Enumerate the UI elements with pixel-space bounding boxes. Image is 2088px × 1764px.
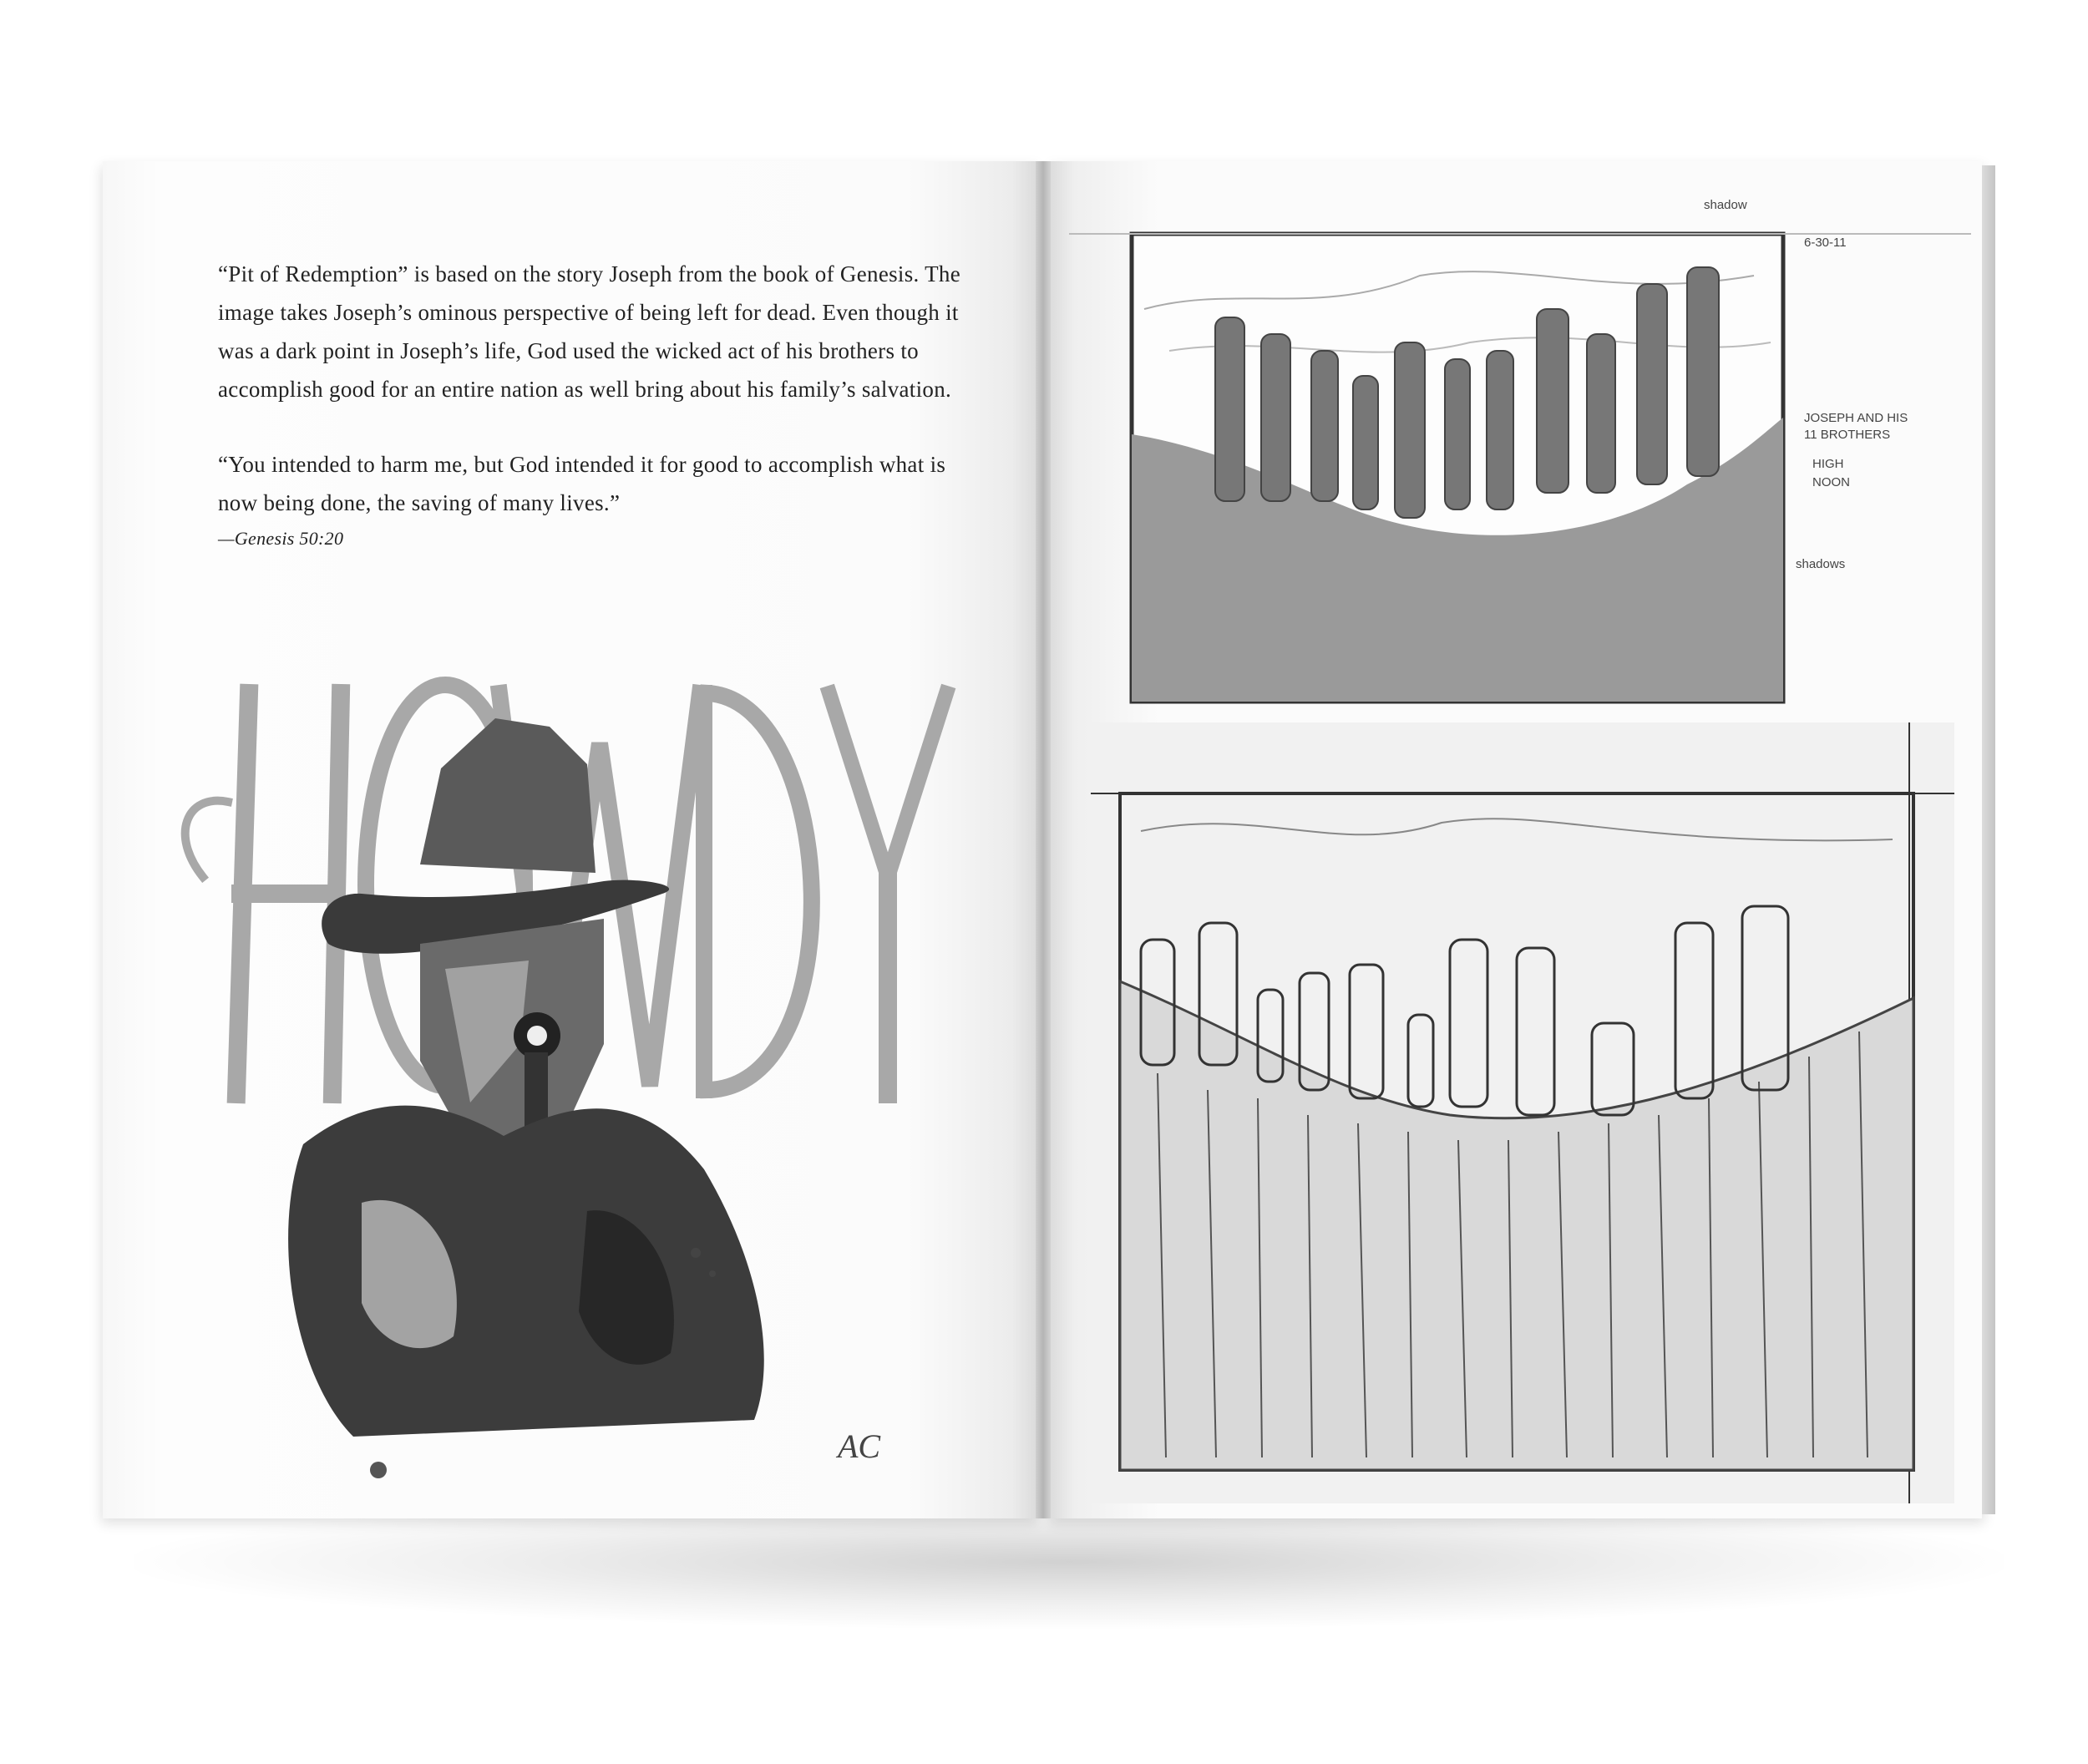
note-shadow: shadow [1704,198,1747,212]
sketch-bottom [1091,722,1954,1503]
cowboy-figure [288,718,764,1478]
book-gutter [1036,161,1051,1518]
scripture-quote: “You intended to harm me, but God intended it for good to accomplish what is now being done, the saving of many lives.” [218,452,946,515]
note-brothers: 11 BROTHERS [1804,428,1891,442]
cowboy-illustration [170,668,971,1487]
note-shadows: shadows [1796,557,1846,571]
scripture-citation: —Genesis 50:20 [218,528,344,549]
note-date: 6-30-11 [1804,236,1847,250]
description-paragraph: “Pit of Redemption” is based on the story Joseph from the book of Genesis. The image takes Joseph’s ominous perspective of being left for dead. Even though it was a dark point in Joseph’s life, God used the wicked act of his brothers to accomplish good for an entire nation as well bring about his family’s salvation. [218,261,961,402]
sketch-top [1069,184,1971,718]
note-noon: NOON [1812,475,1850,489]
artist-signature: AC [838,1427,881,1465]
note-high: HIGH [1812,457,1844,471]
text-block [218,255,970,555]
note-joseph: JOSEPH AND HIS [1804,411,1908,425]
page-stack-edge [1982,165,1995,1514]
